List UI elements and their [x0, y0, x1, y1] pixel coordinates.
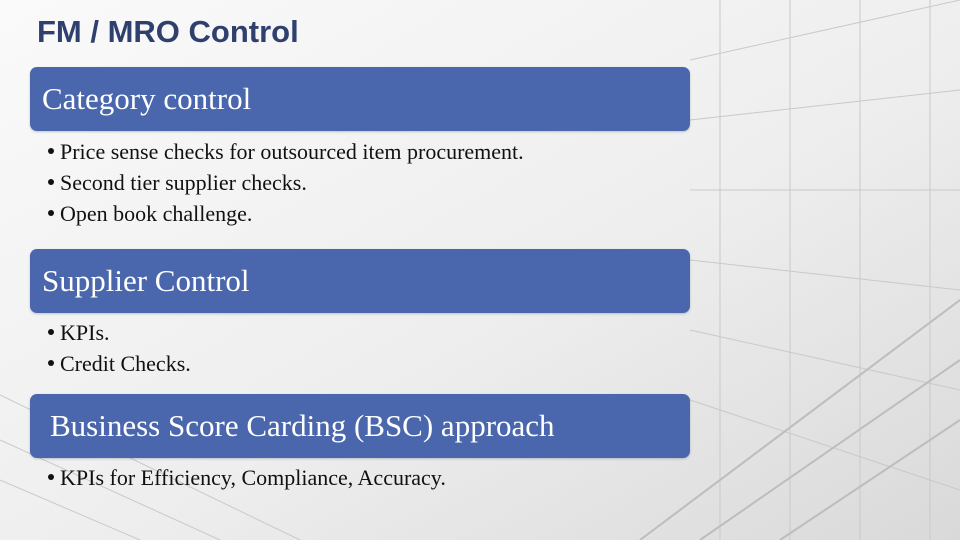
section-heading: Business Score Carding (BSC) approach: [50, 408, 555, 443]
section-header-category-control: [30, 67, 690, 131]
slide-title: FM / MRO Control: [37, 14, 299, 49]
list-item: Credit Checks.: [48, 348, 191, 379]
bullet-icon: [48, 148, 54, 154]
bullet-icon: [48, 329, 54, 335]
bullet-list-supplier-control: [48, 317, 191, 379]
list-item: Price sense checks for outsourced item procurement.: [48, 136, 524, 167]
list-item: KPIs for Efficiency, Compliance, Accuracy.: [48, 462, 446, 493]
section-header-supplier-control: [30, 249, 690, 313]
bullet-icon: [48, 474, 54, 480]
section-heading: Supplier Control: [42, 263, 250, 298]
bullet-icon: [48, 360, 54, 366]
bullet-list-category-control: [48, 136, 524, 229]
list-item: KPIs.: [48, 317, 191, 348]
section-heading: Category control: [42, 81, 252, 116]
bullet-icon: [48, 179, 54, 185]
bullet-icon: [48, 210, 54, 216]
bullet-list-bsc-approach: [48, 462, 446, 493]
list-item: Open book challenge.: [48, 198, 524, 229]
section-header-bsc-approach: [30, 394, 690, 458]
list-item: Second tier supplier checks.: [48, 167, 524, 198]
